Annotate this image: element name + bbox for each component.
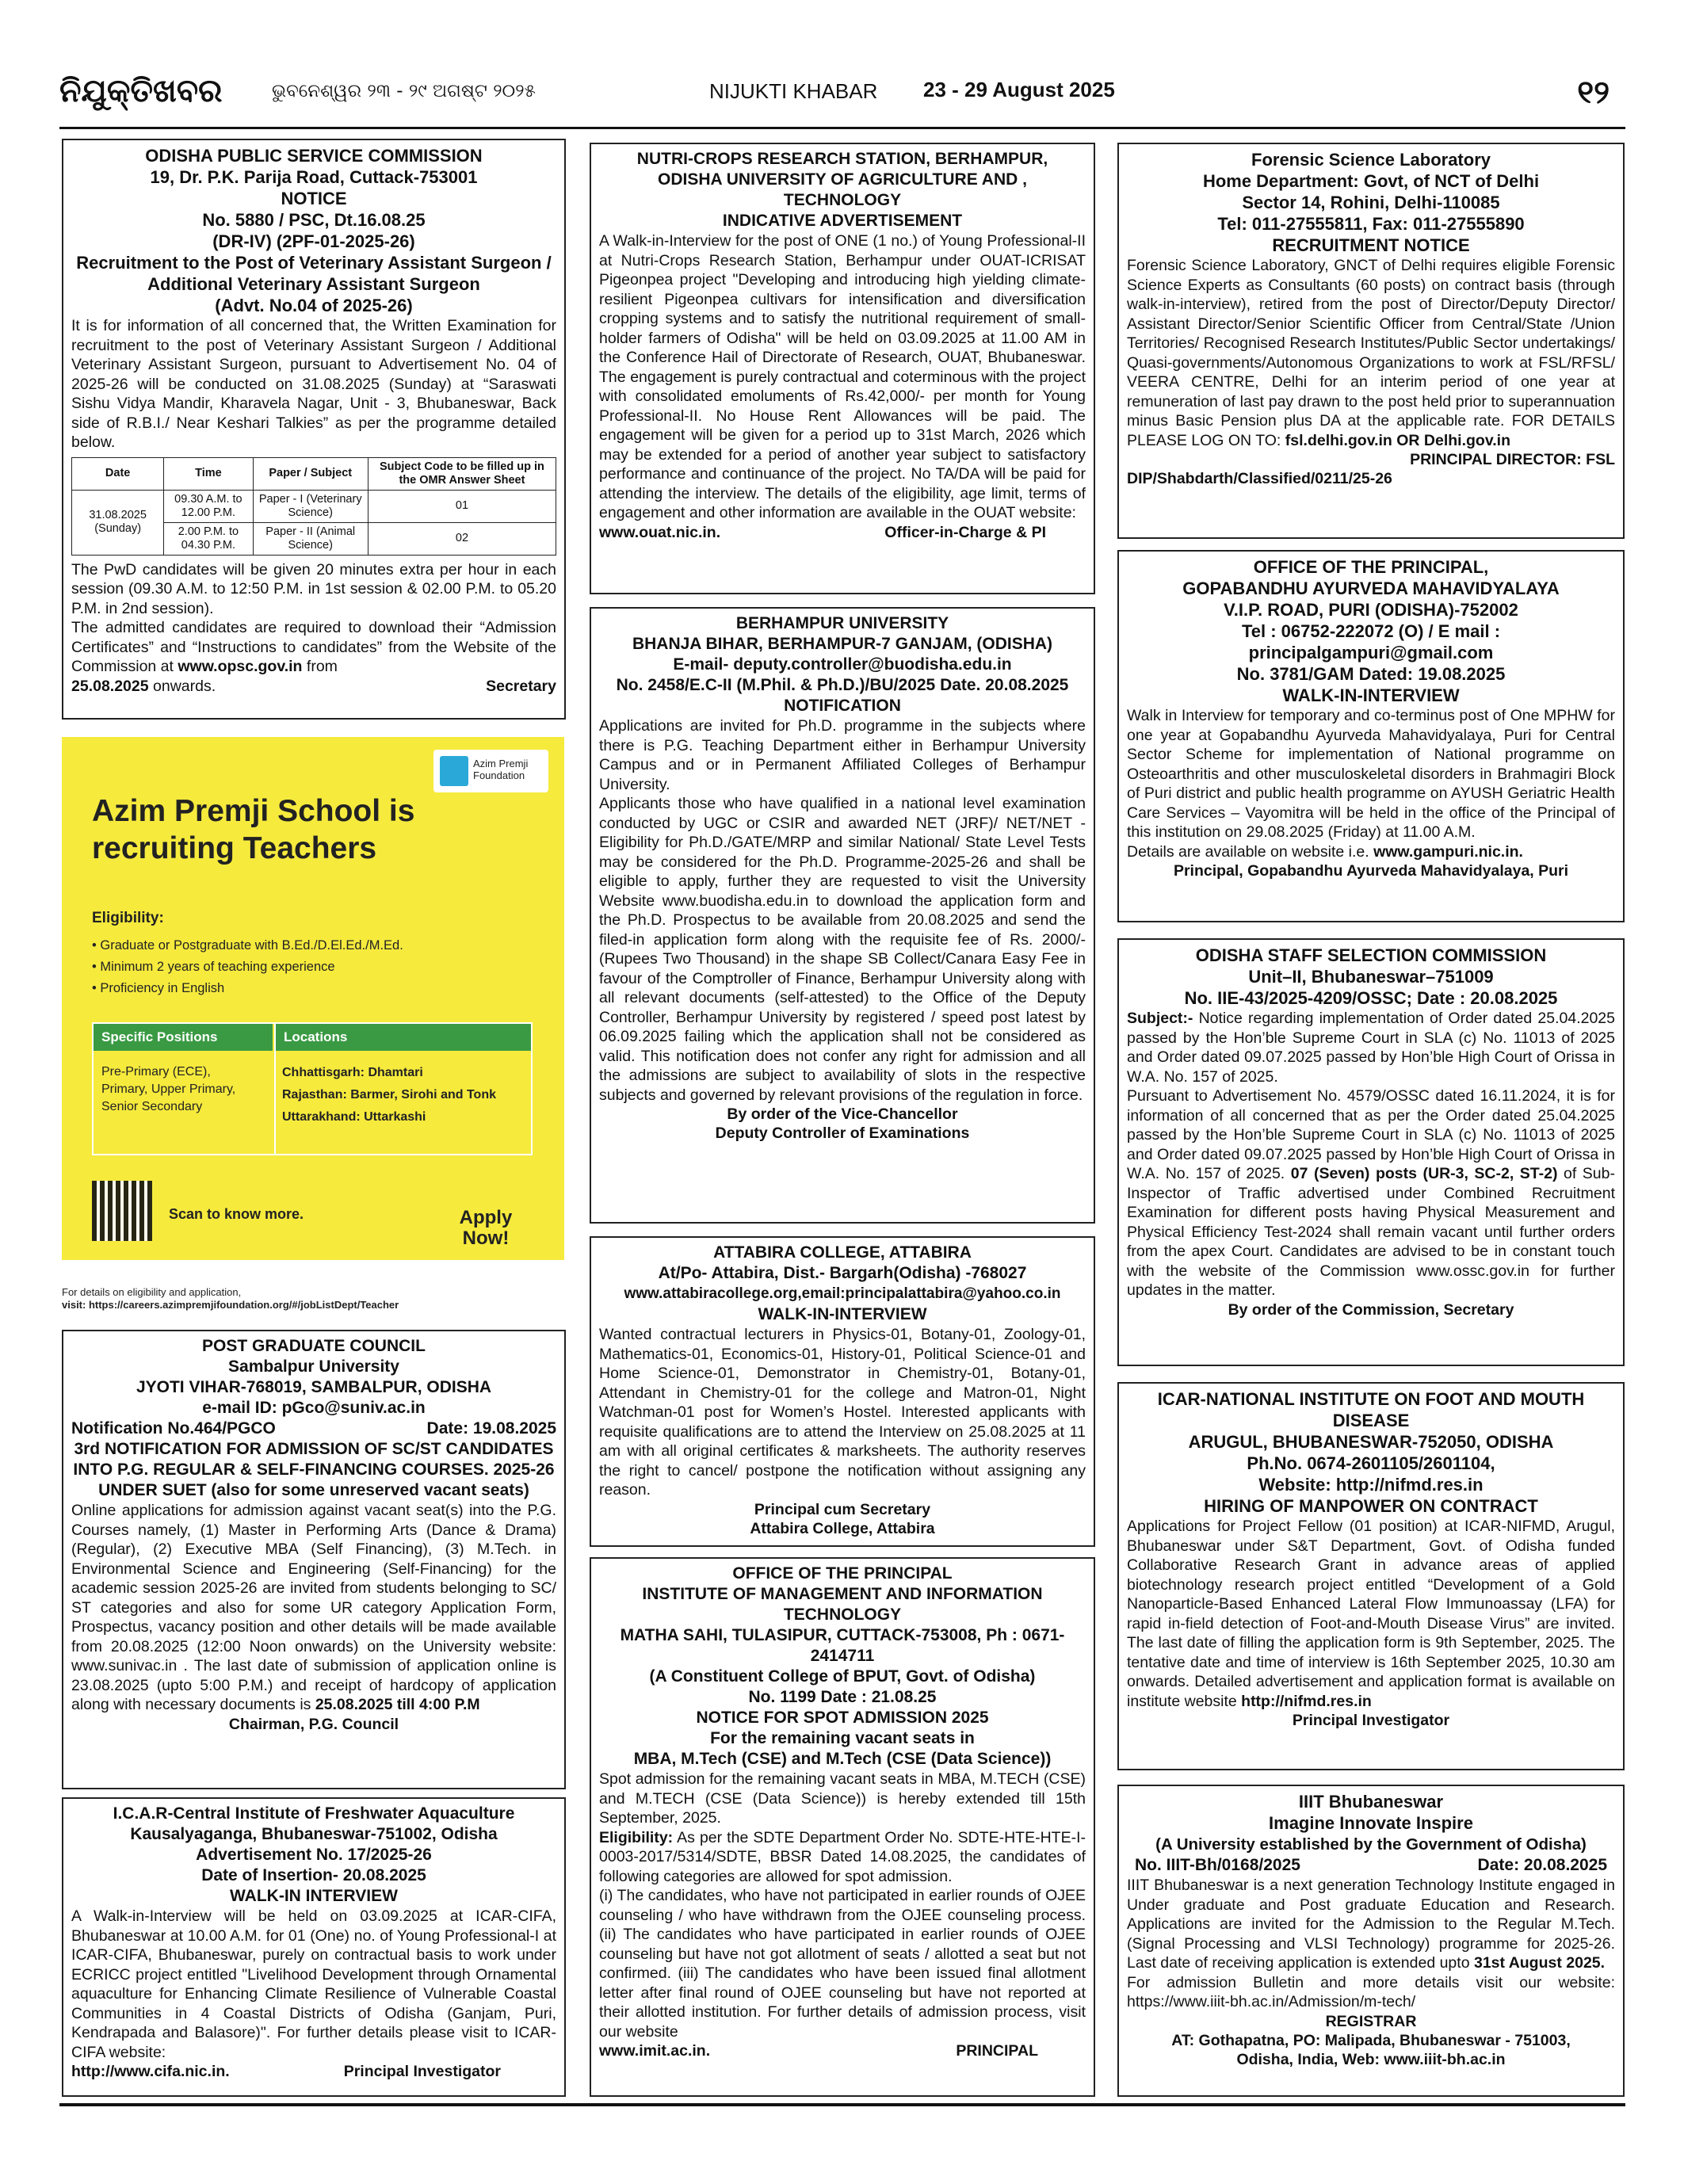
- ossc-notice: [1117, 938, 1625, 1366]
- ossc-subject: [1127, 1009, 1615, 1086]
- table-cell: 01: [368, 490, 556, 522]
- scan-text: Scan to know more.: [169, 1206, 304, 1222]
- ouat-notice: [590, 143, 1095, 594]
- gam-website[interactable]: www.gampuri.nic.in.: [1373, 842, 1523, 861]
- divider: [274, 1024, 276, 1154]
- azim-positions-table: [92, 1022, 533, 1155]
- bu-body-1: Applications are invited for Ph.D. programme in the subjects where there is P.G. Teaching Department either in Berhampur University Campus and or in Permanent Affiliated Colleges of Berhampur University.: [599, 717, 1086, 793]
- gam-phone: Tel : 06752-222072 (O) / E mail :: [1241, 621, 1501, 641]
- sambalpur-pgc-notice: [62, 1330, 566, 1789]
- bottom-rule: [59, 2103, 1625, 2106]
- iiit-tagline: Imagine Innovate Inspire: [1269, 1813, 1473, 1833]
- iiit-ref-row: [1127, 1855, 1615, 1876]
- location-item: Rajasthan: Barmer, Sirohi and Tonk: [282, 1088, 496, 1102]
- cifa-body: A Walk-in-Interview will be held on 03.09.2025 at ICAR-CIFA, Bhubaneswar at 10.00 A.M. for 01 (One) no. of Young Professional-I at ICAR-CIFA, Bhubaneswar, purely on contractual basis to work under ECRICC project entitled "Livelihood Development through Ornamental aquaculture for Enhancing Climate Resilience of Vulnerable Coastal Communities in 4 Coastal Districts of Odisha (Ganjam, Puri, Kendrapada and Balasore)". For further details please visit to ICAR-CIFA website:: [71, 1907, 556, 2061]
- azim-eligibility-head: Eligibility:: [92, 910, 164, 926]
- ossc-body: [1127, 1086, 1615, 1300]
- top-rule: [59, 127, 1625, 129]
- fsl-title: Forensic Science Laboratory: [1251, 150, 1491, 170]
- text: As per the SDTE Department Order No. SDTE-HTE-HTE-I-0003-2017/5314/SDTE, BBSR Dated 14.08.2025, the candidates of following categories are allowed for spot admission.: [599, 1828, 1086, 1885]
- text: Online applications for admission against vacant seat(s) into the P.G. Courses namely, (1) Master in Performing Arts (Dance & Drama) (Regular), (2) Executive MBA (Self Financing), (3) M.Tech. in Environmental Science and Engineering (Self-Financing) for the academic session 2025-26 are invited from students belonging to SC/ ST categories and also for some UR category Application Form, Prospectus, vacancy position and other details will be made available from 20.08.2025 (12:00 Noon onwards) on the University website: www.sunivac.in . The last date of submission of application online is 23.08.2025 (upto 5:00 P.M.) and receipt of hardcopy of application along with necessary documents is: [71, 1502, 556, 1713]
- opsc-ref: (DR-IV) (2PF-01-2025-26): [212, 231, 415, 251]
- cifa-notice: [62, 1797, 566, 2097]
- opsc-schedule-table: [71, 457, 556, 556]
- table-header: Subject Code to be filled up in the OMR Answer Sheet: [368, 457, 556, 490]
- text: Notice regarding implementation of Order dated 25.04.2025 passed by the Hon’ble Supreme Court in SLA (c) No. 11013 of 2025 and Order dated 09.07.2025 passed by Hon’ble High Court of Orissa in W.A. No. 157 of 2025.: [1127, 1010, 1615, 1086]
- nifmd-title: ICAR-NATIONAL INSTITUTE ON FOOT AND MOUTH DISEASE: [1157, 1389, 1585, 1430]
- imit-eligibility-label: Eligibility:: [599, 1828, 674, 1846]
- text: Pursuant to Advertisement No. 4579/OSSC dated 16.11.2024, it is for information of all concerned that as per the Order dated 25.04.2025 passed by the Hon’ble Supreme Court in SLA (c) No. 11013 of 2025 and Order dated 09.07.2025 passed by Hon’ble High Court of Orissa in W.A. No. 157 of 2025.: [1127, 1087, 1615, 1182]
- text: Applications for Project Fellow (01 position) at ICAR-NIFMD, Arugul, Bhubaneswar under S&T Department, Govt. of Odisha funded Collaborative Research Grant in advance areas of applied biotechnology research project entitled “Development of a Gold Nanoparticle-Based Enhanced Lateral Flow Immunoassay (LFA) for rapid in-field detection of Foot-and-Mouth Disease Virus” are invited. The last date of filling the application form is 9th September, 2025. The tentative date and time of interview is 16th September 2025, 10.30 am onwards. Detailed advertisement and application format is available on institute website: [1127, 1518, 1615, 1710]
- bu-notification-head: NOTIFICATION: [784, 697, 901, 715]
- ouat-advt-head: INDICATIVE ADVERTISEMENT: [722, 212, 963, 230]
- imit-title: INSTITUTE OF MANAGEMENT AND INFORMATION TECHNOLOGY: [642, 1585, 1043, 1624]
- iiit-status: (A University established by the Government of Odisha): [1155, 1835, 1587, 1854]
- odia-date: ଭୁବନେଶ୍ୱର ୨୩ - ୨୯ ଅଗଷ୍ଟ ୨୦୨୫: [272, 81, 536, 101]
- text: Forensic Science Laboratory, GNCT of Delhi requires eligible Forensic Science Experts as Consultants (60 posts) on contract basis (through walk-in-interview), retired from the post of Director/Deputy Director/ Assistant Director/Senior Scientific Officer from Central/State /Union Territories/ Recognised Research Institutes/Public Sector undertakings/ Quasi-governments/Autonomous Organizations to work at FSL/RFSL/ VEERA CENTRE, Delhi for an interim period of one year at remuneration of last pay drawn to the post held prior to superannuation minus Basic Pension plus DA at the applicable rate. FOR DETAILS PLEASE LOG ON TO:: [1127, 257, 1615, 449]
- locations-list: [282, 1062, 496, 1128]
- foundation-logo-icon: [440, 756, 468, 786]
- pgc-date: Date: 19.08.2025: [426, 1419, 556, 1438]
- berhampur-university-notice: [590, 607, 1095, 1224]
- pgc-university: Sambalpur University: [228, 1357, 399, 1376]
- opsc-body: It is for information of all concerned that, the Written Examination for recruitment to the post of Veterinary Assistant Surgeon / Additional Veterinary Assistant Surgeon, pursuant to Advertisement No. 04 of 2025-26 will be conducted on 31.08.2025 (Sunday) at “Saraswati Sishu Vidya Mandir, Kharavela Nagar, Unit - 3, Bhubaneswar, Back side of R.B.I./ Near Keshari Talkies” as per the programme detailed below.: [71, 317, 556, 451]
- fsl-address: Sector 14, Rohini, Delhi-110085: [1242, 193, 1500, 212]
- pgc-deadline: 25.08.2025 till 4:00 P.M: [315, 1696, 480, 1713]
- cifa-title: I.C.A.R-Central Institute of Freshwater Aquaculture: [113, 1804, 515, 1823]
- masthead: [59, 70, 1625, 125]
- text: onwards.: [148, 677, 216, 695]
- cifa-advt: Advertisement No. 17/2025-26: [196, 1846, 432, 1864]
- imit-footer: [599, 2041, 1086, 2060]
- bu-title: BERHAMPUR UNIVERSITY: [735, 614, 949, 632]
- imit-office: OFFICE OF THE PRINCIPAL: [732, 1564, 953, 1583]
- fsl-website[interactable]: fsl.delhi.gov.in OR Delhi.gov.in: [1285, 431, 1510, 449]
- ossc-address: Unit–II, Bhubaneswar–751009: [1248, 967, 1494, 987]
- list-item: • Minimum 2 years of teaching experience: [92, 960, 335, 974]
- bu-ref: No. 2458/E.C-II (M.Phil. & Ph.D.)/BU/2025 Date. 20.08.2025: [616, 676, 1069, 694]
- issue-date: 23 - 29 August 2025: [923, 78, 1115, 101]
- opsc-download-date: 25.08.2025: [71, 677, 149, 695]
- location-item: Uttarakhand: Uttarkashi: [282, 1110, 426, 1124]
- opsc-website: www.opsc.gov.in: [178, 658, 303, 675]
- bu-body-2: Applicants those who have qualified in a national level examination conducted by UGC or CSIR and awarded NET (JRF)/ NET/NET - Eligibility for Ph.D./GATE/MRP and similar National/ State Level Tests may be considered for the Ph.D. Programme-2025-26 and shall be eligible to apply, further they are requested to visit the University Website www.buodisha.edu.in to download the application form and the Ph.D. Prospectus to be available from 20.08.2025 and send the filed-in application form along with the requisite fee of Rs. 2000/- (Rupees Two Thousand) in the shape SB Collect/Canara Easy Fee in favour of the Comptroller of Finance, Berhampur University along with all relevant documents (self-attested) to the Office of the Deputy Controller, Berhampur University by registered / speed post latest by 06.09.2025 failing which the application shall not be considered as valid. This notification does not confer any right for admission and all the admissions are subject to availability of slots in the respective subjects and governed by relevant provisions of the regulation in force.: [599, 795, 1086, 1104]
- cifa-address: Kausalyaganga, Bhubaneswar-751002, Odisha: [130, 1825, 498, 1843]
- gam-notice: [1117, 550, 1625, 922]
- iiit-address: AT: Gothapatna, PO: Malipada, Bhubaneswar - 751003,: [1171, 2031, 1571, 2049]
- attabira-college-notice: [590, 1236, 1095, 1547]
- cifa-footer: [71, 2062, 556, 2081]
- ossc-subject-label: Subject:-: [1127, 1010, 1193, 1027]
- pgc-address: JYOTI VIHAR-768019, SAMBALPUR, ODISHA: [136, 1378, 492, 1396]
- azim-foundation-logo: [433, 750, 548, 792]
- text: of Sub-Inspector of Traffic advertised under Combined Recruitment Examination for different posts having Physical Measurement and Physical Efficiency Test-2024 shall remain vacant until further orders from the apex Court. Candidates are advised to be in constant touch with the website of the Commission www.ossc.gov.in for further updates in the matter.: [1127, 1165, 1615, 1299]
- azim-eligibility-list: [92, 935, 403, 999]
- table-header: Paper / Subject: [253, 457, 368, 490]
- iiit-website-note: For admission Bulletin and more details visit our website: https://www.iiit-bh.ac.in/Admission/m-tech/: [1127, 1973, 1615, 2010]
- pgc-body: [71, 1501, 556, 1715]
- pgc-signature: Chairman, P.G. Council: [228, 1715, 399, 1733]
- nifmd-signature: Principal Investigator: [1292, 1712, 1450, 1729]
- azim-headline: Azim Premji School is recruiting Teachers: [92, 794, 415, 865]
- positions-list: Pre-Primary (ECE), Primary, Upper Primary, Senior Secondary: [101, 1065, 236, 1113]
- gam-title: GOPABANDHU AYURVEDA MAHAVIDYALAYA: [1182, 578, 1560, 598]
- newspaper-logo: ନିଯୁକ୍ତିଖବର: [59, 73, 223, 109]
- gam-email: principalgampuri@gmail.com: [1248, 643, 1494, 662]
- imit-body-3: (i) The candidates, who have not participated in earlier rounds of OJEE counseling / who have withdrawn from the OJEE counseling process. (ii) The candidates who have participated in earlier rounds of OJEE counseling but have not got allotment of seats / allotted a seat but not confirmed. (iii) The candidates who have been issued final allotment letter after final round of OJEE counseling but have not reported at their allotted institution. For further details of admission process, visit our website: [599, 1887, 1086, 2041]
- cifa-website[interactable]: http://www.cifa.nic.in.: [71, 2063, 230, 2080]
- gam-walkin: WALK-IN-INTERVIEW: [1282, 685, 1460, 705]
- opsc-pwd-note: The PwD candidates will be given 20 minutes extra per hour in each session (09.30 A.M. to 12:50 P.M. in 1st session & 02.00 P.M. to 05.20 P.M. in 2nd session).: [71, 560, 556, 617]
- nifmd-address: ARUGUL, BHUBANESWAR-752050, ODISHA: [1188, 1432, 1554, 1452]
- ossc-ref: No. IIE-43/2025-4209/OSSC; Date : 20.08.2025: [1184, 988, 1558, 1008]
- imit-address: MATHA SAHI, TULASIPUR, CUTTACK-753008, Ph : 0671-2414711: [620, 1626, 1065, 1665]
- nifmd-body: [1127, 1517, 1615, 1711]
- text: IIIT Bhubaneswar is a next generation Technology Institute engaged in Under graduate and Post graduate Education and Research. Applications are invited for the Admission to the Regular M.Tech. (Signal Processing and VLSI Technology) programme for 2025-26. Last date of receiving application is extended upto: [1127, 1877, 1615, 1972]
- bu-email: E-mail- deputy.controller@buodisha.edu.in: [673, 655, 1012, 674]
- attabira-title: ATTABIRA COLLEGE, ATTABIRA: [713, 1243, 972, 1262]
- gam-signature: Principal, Gopabandhu Ayurveda Mahavidyalaya, Puri: [1173, 862, 1569, 880]
- opsc-subject: Recruitment to the Post of Veterinary Assistant Surgeon / Additional Veterinary Assistant Surgeon: [76, 253, 552, 294]
- ouat-title: NUTRI-CROPS RESEARCH STATION, BERHAMPUR,: [636, 150, 1048, 168]
- pgc-email: e-mail ID: pGco@suniv.ac.in: [202, 1399, 426, 1417]
- attabira-address: At/Po- Attabira, Dist.- Bargarh(Odisha) -768027: [658, 1264, 1027, 1282]
- list-item: • Proficiency in English: [92, 981, 225, 995]
- pgc-subject: 3rd NOTIFICATION FOR ADMISSION OF SC/ST CANDIDATES INTO P.G. REGULAR & SELF-FINANCING COURSES. 2025-26 UNDER SUET (also for some unreserved vacant seats): [73, 1440, 555, 1499]
- imit-ref: No. 1199 Date : 21.08.25: [748, 1688, 937, 1706]
- imit-body-2: [599, 1828, 1086, 1887]
- imit-notice-head: NOTICE FOR SPOT ADMISSION 2025: [696, 1709, 989, 1727]
- table-header: Time: [164, 457, 253, 490]
- azim-footer-line: For details on eligibility and application,: [62, 1286, 242, 1298]
- positions-header: Specific Positions: [94, 1024, 273, 1051]
- gam-body: Walk in Interview for temporary and co-terminus post of One MPHW for one year at Gopabandhu Ayurveda Mahavidyalaya, Puri for Central Sector Scheme for implementation of National programme on Osteoarthritis and other musculoskeletal disorders in Brahmagiri Block of Puri district and public health programme on AYUSH Geriatric Health Care Services – Vayomitra will be held in the office of the Principal of this institution on 29.08.2025 (Friday) at 11.00 A.M.: [1127, 707, 1615, 841]
- imit-notice: [590, 1557, 1095, 2097]
- text: Details are available on website i.e.: [1127, 842, 1374, 861]
- text: The admitted candidates are required to download their “Admission Certificates” and “Instructions to candidates” from the Website of the Commission at: [71, 619, 556, 675]
- qr-code-icon[interactable]: [92, 1181, 152, 1241]
- imit-affiliation: (A Constituent College of BPUT, Govt. of Odisha): [649, 1667, 1036, 1686]
- nifmd-hiring-head: HIRING OF MANPOWER ON CONTRACT: [1204, 1496, 1538, 1516]
- azim-footer-link[interactable]: visit: https://careers.azimpremjifoundation.org/#/jobListDept/Teacher: [62, 1299, 399, 1311]
- opsc-notice-head: NOTICE: [281, 189, 347, 208]
- newspaper-name: NIJUKTI KHABAR: [709, 79, 878, 103]
- iiit-deadline: 31st August 2025.: [1473, 1954, 1606, 1972]
- ouat-signature: Officer-in-Charge & PI: [884, 523, 1046, 541]
- pgc-notif-row: [71, 1418, 556, 1439]
- list-item: • Graduate or Postgraduate with B.Ed./D.El.Ed./M.Ed.: [92, 938, 403, 953]
- nifmd-notice: [1117, 1382, 1625, 1770]
- gam-details: [1127, 842, 1615, 862]
- attabira-body: Wanted contractual lecturers in Physics-01, Botany-01, Zoology-01, Mathematics-01, Economics-01, History-01, Political Science-01 and Home Science-01, Demonstrator in Chemistry-01, Botany-01, Attendant in Chemistry-01 for the college and Matron-01, Night Watchman-01 post for Women’s Hostel. Interested applicants with requisite qualifications are to attend the Interview on 25.08.2025 at 11 am with all original certificates & marksheets. The authority reserves the right to cancel/ postpone the notification without assigning any reason.: [599, 1326, 1086, 1499]
- imit-subhead: For the remaining vacant seats in: [710, 1729, 975, 1747]
- nifmd-website-head: Website: http://nifmd.res.in: [1258, 1475, 1484, 1495]
- gam-ref: No. 3781/GAM Dated: 19.08.2025: [1236, 664, 1506, 684]
- ouat-body: A Walk-in-Interview for the post of ONE (1 no.) of Young Professional-II at Nutri-Crops Research Station, Berhampur under OUAT-ICRISAT Pigeonpea project "Developing and introducing high yielding climate-resilient Pigeonpea cultivars for intensification and diversification cropping systems and to satisfy the nutritional requirement of small-holder farmers of Odisha" will be held on 03.09.2025 at 11.00 AM in the Conference Hail of Directorate of Research, OUAT, Bhubaneswar. The engagement is purely contractual and coterminous with the project with consolidated emoluments of Rs.42,000/- per month for Young Professional-II. No House Rent Allowances will be paid. The engagement will be given for a period up to 31st March, 2026 which may be extended for a period of another year subject to satisfactory performance and continuance of the project. No TA/DA will be paid for attending the interview. The details of the eligibility, age limit, terms of engagement and other information are available in the OUAT website:: [599, 232, 1086, 521]
- fsl-phone: Tel: 011-27555811, Fax: 011-27555890: [1217, 214, 1525, 234]
- opsc-advt: (Advt. No.04 of 2025-26): [215, 296, 413, 315]
- ouat-footer: [599, 523, 1086, 542]
- table-header: Date: [72, 457, 164, 490]
- location-item: Chhattisgarh: Dhamtari: [282, 1066, 423, 1079]
- page-number: ୧୨: [1577, 74, 1610, 111]
- opsc-address: 19, Dr. P.K. Parija Road, Cuttack-753001: [150, 167, 478, 187]
- nifmd-website[interactable]: http://nifmd.res.in: [1241, 1692, 1372, 1710]
- locations-header: Locations: [276, 1024, 531, 1051]
- attabira-signature-2: Attabira College, Attabira: [750, 1519, 935, 1537]
- table-cell: 2.00 P.M. to 04.30 P.M.: [164, 522, 253, 555]
- opsc-signature: Secretary: [486, 677, 556, 695]
- imit-body-1: Spot admission for the remaining vacant seats in MBA, M.TECH (CSE) and M.TECH (CSE (Data Science)) is hereby extended till 15th September, 2025.: [599, 1770, 1086, 1827]
- iiit-notice: [1117, 1785, 1625, 2097]
- imit-signature: PRINCIPAL: [956, 2042, 1038, 2060]
- fsl-notice-head: RECRUITMENT NOTICE: [1272, 235, 1470, 255]
- bu-address: BHANJA BIHAR, BERHAMPUR-7 GANJAM, (ODISHA): [632, 635, 1053, 653]
- ossc-posts: 07 (Seven) posts (UR-3, SC-2, ST-2): [1290, 1165, 1558, 1182]
- iiit-ref-no: No. IIIT-Bh/0168/2025: [1135, 1856, 1300, 1874]
- fsl-signature: PRINCIPAL DIRECTOR: FSL: [1410, 451, 1615, 468]
- pgc-notif-no: Notification No.464/PGCO: [71, 1419, 276, 1438]
- iiit-signature: REGISTRAR: [1325, 2012, 1417, 2030]
- bu-signature-2: Deputy Controller of Examinations: [715, 1124, 970, 1142]
- fsl-dip-ref: DIP/Shabdarth/Classified/0211/25-26: [1127, 470, 1392, 487]
- opsc-title: ODISHA PUBLIC SERVICE COMMISSION: [145, 146, 483, 166]
- cifa-signature: Principal Investigator: [343, 2063, 501, 2080]
- azim-premji-ad: [62, 737, 564, 1260]
- ossc-signature: By order of the Commission, Secretary: [1228, 1300, 1514, 1319]
- table-cell: 09.30 A.M. to 12.00 P.M.: [164, 490, 253, 522]
- gam-address: V.I.P. ROAD, PURI (ODISHA)-752002: [1224, 600, 1518, 620]
- fsl-department: Home Department: Govt, of NCT of Delhi: [1202, 171, 1540, 191]
- table-cell: 31.08.2025 (Sunday): [72, 490, 164, 555]
- ossc-title: ODISHA STAFF SELECTION COMMISSION: [1195, 945, 1547, 965]
- cifa-walkin: WALK-IN INTERVIEW: [230, 1887, 398, 1905]
- ouat-website[interactable]: www.ouat.nic.in.: [599, 523, 721, 541]
- table-cell: Paper - I (Veterinary Science): [253, 490, 368, 522]
- opsc-admit-note: [71, 618, 556, 677]
- fsl-body: [1127, 256, 1615, 450]
- table-cell: 02: [368, 522, 556, 555]
- nifmd-phone: Ph.No. 0674-2601105/2601104,: [1247, 1453, 1495, 1473]
- attabira-walkin: WALK-IN-INTERVIEW: [758, 1305, 927, 1323]
- text: from: [302, 658, 338, 675]
- attabira-web-email: www.attabiracollege.org,email:principalattabira@yahoo.co.in: [624, 1285, 1061, 1302]
- fsl-notice: [1117, 143, 1625, 539]
- apply-now-button[interactable]: Apply Now!: [459, 1207, 513, 1249]
- table-cell: Paper - II (Animal Science): [253, 522, 368, 555]
- opsc-notice-no: No. 5880 / PSC, Dt.16.08.25: [202, 210, 426, 230]
- iiit-date: Date: 20.08.2025: [1477, 1856, 1607, 1874]
- pgc-title: POST GRADUATE COUNCIL: [202, 1337, 426, 1355]
- iiit-body: [1127, 1876, 1615, 1973]
- imit-website[interactable]: www.imit.ac.in.: [599, 2042, 711, 2060]
- bu-signature-1: By order of the Vice-Chancellor: [727, 1105, 958, 1123]
- opsc-notice: [62, 139, 566, 720]
- iiit-title: IIIT Bhubaneswar: [1298, 1792, 1444, 1812]
- foundation-name: Azim Premji Foundation: [473, 758, 529, 781]
- iiit-web: Odisha, India, Web: www.iiit-bh.ac.in: [1236, 2050, 1506, 2068]
- cifa-date: Date of Insertion- 20.08.2025: [201, 1866, 426, 1884]
- azim-footer: [62, 1286, 569, 1312]
- ouat-university: ODISHA UNIVERSITY OF AGRICULTURE AND , TECHNOLOGY: [658, 170, 1027, 209]
- imit-courses: MBA, M.Tech (CSE) and M.Tech (CSE (Data Science)): [633, 1750, 1052, 1768]
- gam-office: OFFICE OF THE PRINCIPAL,: [1253, 557, 1489, 577]
- attabira-signature-1: Principal cum Secretary: [754, 1500, 931, 1518]
- opsc-footer: [71, 677, 556, 697]
